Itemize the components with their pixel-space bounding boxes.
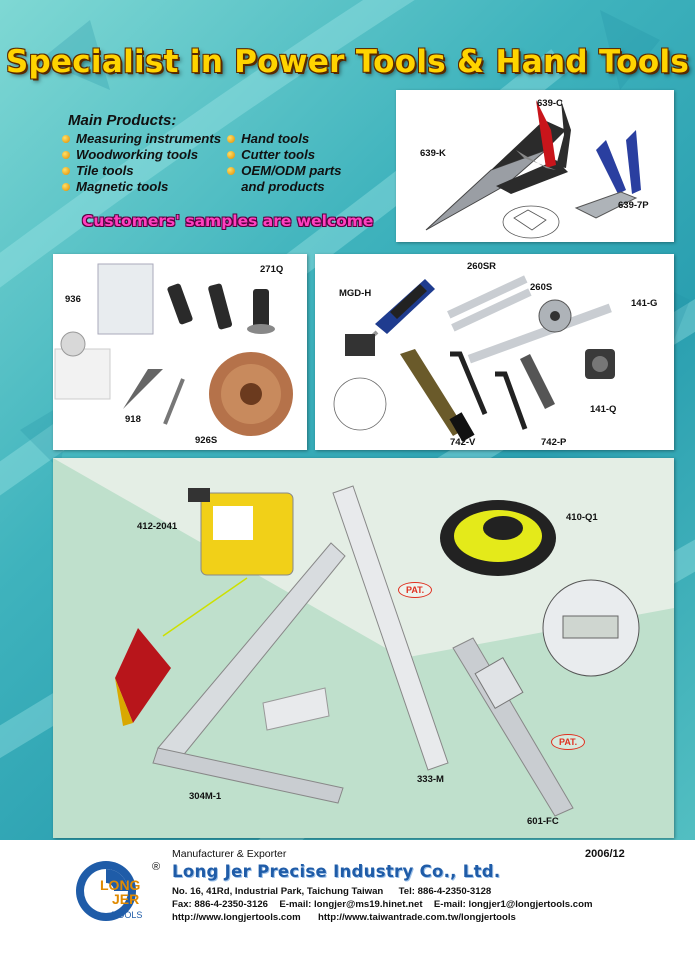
mandrel-icon bbox=[167, 283, 275, 334]
chalk-reel-icon bbox=[440, 500, 556, 576]
chalk-line-icon bbox=[188, 488, 293, 575]
product-item: Magnetic tools bbox=[62, 179, 221, 195]
product-item: Woodworking tools bbox=[62, 147, 221, 163]
label-304m-1: 304M-1 bbox=[189, 791, 222, 802]
label-742-p: 742-P bbox=[541, 437, 567, 448]
countersink-icon bbox=[520, 354, 555, 409]
registered-mark: ® bbox=[152, 861, 161, 873]
patent-badge: PAT. bbox=[551, 734, 585, 750]
label-918: 918 bbox=[125, 414, 141, 425]
bullet-icon bbox=[227, 151, 235, 159]
label-260s: 260S bbox=[530, 282, 553, 293]
product-item: Hand tools bbox=[227, 131, 341, 147]
contact-line bbox=[172, 899, 593, 910]
try-square-icon bbox=[153, 543, 345, 803]
label-639-k: 639-K bbox=[420, 148, 446, 159]
address: No. 16, 41Rd, Industrial Park, Taichung Taiwan bbox=[172, 886, 384, 897]
email-primary[interactable]: E-mail: longjer@ms19.hinet.net bbox=[279, 899, 423, 910]
product-item: Cutter tools bbox=[227, 147, 341, 163]
label-936: 936 bbox=[65, 294, 81, 305]
label-926s: 926S bbox=[195, 435, 218, 446]
bullet-icon bbox=[62, 167, 70, 175]
telephone: Tel: 886-4-2350-3128 bbox=[398, 886, 492, 897]
label-412-2041: 412-2041 bbox=[137, 521, 178, 532]
main-products-right-column bbox=[227, 131, 341, 195]
patent-badge: PAT. bbox=[398, 582, 432, 598]
email-secondary[interactable]: E-mail: longjer1@longjertools.com bbox=[433, 899, 593, 910]
bullet-icon bbox=[62, 151, 70, 159]
bit-holder-icon bbox=[334, 334, 386, 430]
bullet-icon bbox=[227, 167, 235, 175]
product-item: OEM/ODM parts bbox=[227, 163, 341, 179]
rotary-tools-panel bbox=[53, 254, 307, 450]
label-742-v: 742-V bbox=[450, 437, 476, 448]
web-line bbox=[172, 912, 516, 923]
page-title: Specialist in Power Tools & Hand Tools bbox=[5, 44, 690, 80]
measuring-tools-panel bbox=[53, 458, 674, 838]
address-line bbox=[172, 886, 491, 897]
long-jer-logo bbox=[70, 858, 170, 924]
bullet-icon bbox=[62, 135, 70, 143]
logo-text-tools: TOOLS bbox=[112, 910, 143, 920]
label-141-q: 141-Q bbox=[590, 404, 617, 415]
drivers-panel bbox=[315, 254, 674, 450]
label-260sr: 260SR bbox=[467, 261, 497, 272]
main-products-heading: Main Products: bbox=[68, 112, 177, 129]
website-link[interactable]: http://www.longjertools.com bbox=[172, 912, 301, 923]
logo-text-long: LONG bbox=[100, 877, 141, 893]
label-141-g: 141-G bbox=[631, 298, 658, 309]
diagram-inset-icon bbox=[503, 206, 559, 238]
drivers-illustration bbox=[315, 254, 674, 450]
bullet-icon bbox=[62, 183, 70, 191]
taiwantrade-link[interactable]: http://www.taiwantrade.com.tw/longjertools bbox=[317, 912, 516, 923]
product-item: Tile tools bbox=[62, 163, 221, 179]
samples-welcome-banner: Customers' samples are welcome bbox=[82, 212, 374, 230]
label-271q: 271Q bbox=[260, 264, 284, 275]
label-333-m: 333-M bbox=[417, 774, 444, 785]
label-639-c: 639-C bbox=[537, 98, 563, 109]
main-products-left-column bbox=[62, 131, 221, 195]
main-products bbox=[62, 112, 347, 195]
label-mgd-h: MGD-H bbox=[339, 288, 372, 299]
manufacturer-label: Manufacturer & Exporter bbox=[172, 848, 287, 860]
tap-holder-icon bbox=[447, 275, 532, 331]
snips-panel bbox=[396, 90, 674, 242]
product-item: Measuring instruments bbox=[62, 131, 221, 147]
bullet-icon bbox=[227, 135, 235, 143]
issue-date: 2006/12 bbox=[585, 848, 625, 860]
company-name: Long Jer Precise Industry Co., Ltd. bbox=[172, 862, 501, 881]
fax: Fax: 886-4-2350-3126 bbox=[172, 899, 269, 910]
plumb-bob-icon bbox=[115, 578, 247, 726]
display-case-icon bbox=[55, 264, 153, 399]
label-410-q1: 410-Q1 bbox=[566, 512, 598, 523]
label-601-fc: 601-FC bbox=[527, 816, 559, 827]
label-639-7p: 639-7P bbox=[618, 200, 649, 211]
logo-text-jer: JER bbox=[112, 891, 140, 907]
snips-illustration bbox=[396, 90, 674, 242]
product-item-continuation: and products bbox=[241, 179, 325, 194]
rotary-tools-illustration bbox=[53, 254, 307, 450]
carbide-wheel-icon bbox=[209, 352, 293, 436]
die-icon bbox=[585, 349, 615, 379]
